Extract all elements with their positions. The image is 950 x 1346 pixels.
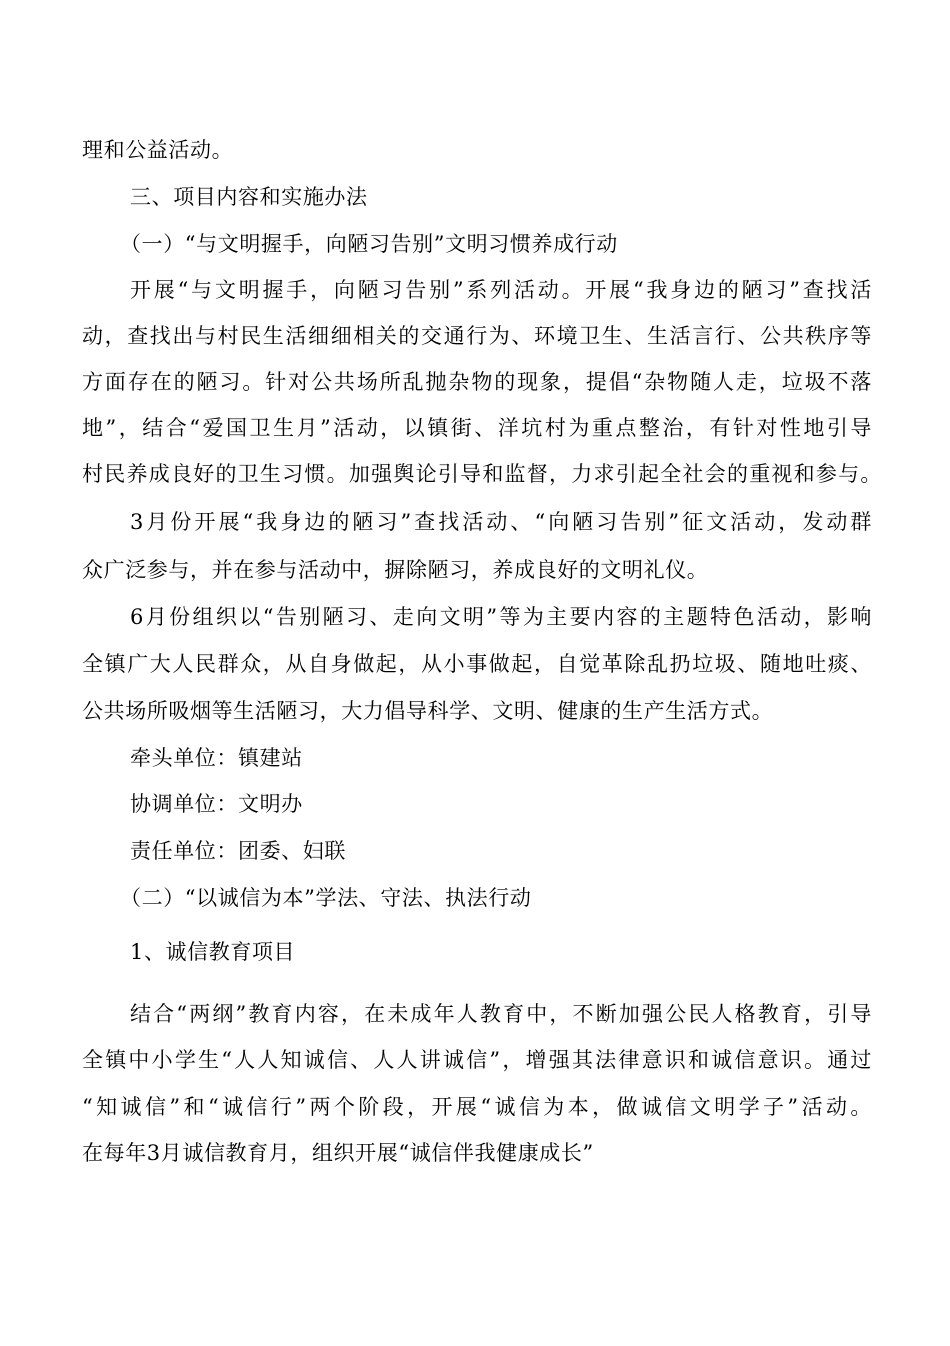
paragraph-line: 6月份组织以“告别陋习、走向文明”等为主要内容的主题特色活动，影响 bbox=[130, 605, 872, 629]
coordinating-unit-line: 协调单位：文明办 bbox=[130, 792, 303, 816]
subsection-heading: （一）“与文明握手，向陋习告别”文明习惯养成行动 bbox=[120, 232, 618, 256]
paragraph-line: 在每年3月诚信教育月，组织开展“诚信伴我健康成长” bbox=[82, 1141, 594, 1165]
item-heading: 1、诚信教育项目 bbox=[130, 940, 296, 964]
paragraph-line: 结合“两纲”教育内容，在未成年人教育中，不断加强公民人格教育，引导 bbox=[130, 1002, 872, 1026]
paragraph-line: 动，查找出与村民生活细细相关的交通行为、环境卫生、生活言行、公共秩序等 bbox=[82, 324, 872, 348]
subsection-heading: （二）“以诚信为本”学法、守法、执法行动 bbox=[120, 886, 532, 910]
paragraph-line: 全镇中小学生“人人知诚信、人人讲诚信”，增强其法律意识和诚信意识。通过 bbox=[82, 1048, 872, 1072]
paragraph-line: 地”，结合“爱国卫生月”活动，以镇街、洋坑村为重点整治，有针对性地引导 bbox=[82, 416, 872, 440]
paragraph-line: 理和公益活动。 bbox=[82, 138, 234, 162]
paragraph-line: 村民养成良好的卫生习惯。加强舆论引导和监督，力求引起全社会的重视和参与。 bbox=[82, 462, 882, 486]
paragraph-line: “知诚信”和“诚信行”两个阶段，开展“诚信为本，做诚信文明学子”活动。 bbox=[82, 1095, 872, 1119]
paragraph-line: 3月份开展“我身边的陋习”查找活动、“向陋习告别”征文活动，发动群 bbox=[130, 510, 872, 534]
paragraph-line: 众广泛参与，并在参与活动中，摒除陋习，养成良好的文明礼仪。 bbox=[82, 558, 709, 582]
paragraph-line: 方面存在的陋习。针对公共场所乱抛杂物的现象，提倡“杂物随人走，垃圾不落 bbox=[82, 370, 872, 394]
paragraph-line: 公共场所吸烟等生活陋习，大力倡导科学、文明、健康的生产生活方式。 bbox=[82, 699, 774, 723]
responsible-unit-line: 责任单位：团委、妇联 bbox=[130, 839, 346, 863]
paragraph-line: 开展“与文明握手，向陋习告别”系列活动。开展“我身边的陋习”查找活 bbox=[130, 278, 872, 302]
lead-unit-line: 牵头单位：镇建站 bbox=[130, 746, 303, 770]
paragraph-line: 全镇广大人民群众，从自身做起，从小事做起，自觉革除乱扔垃圾、随地吐痰、 bbox=[82, 652, 872, 676]
section-heading: 三、项目内容和实施办法 bbox=[130, 185, 368, 209]
